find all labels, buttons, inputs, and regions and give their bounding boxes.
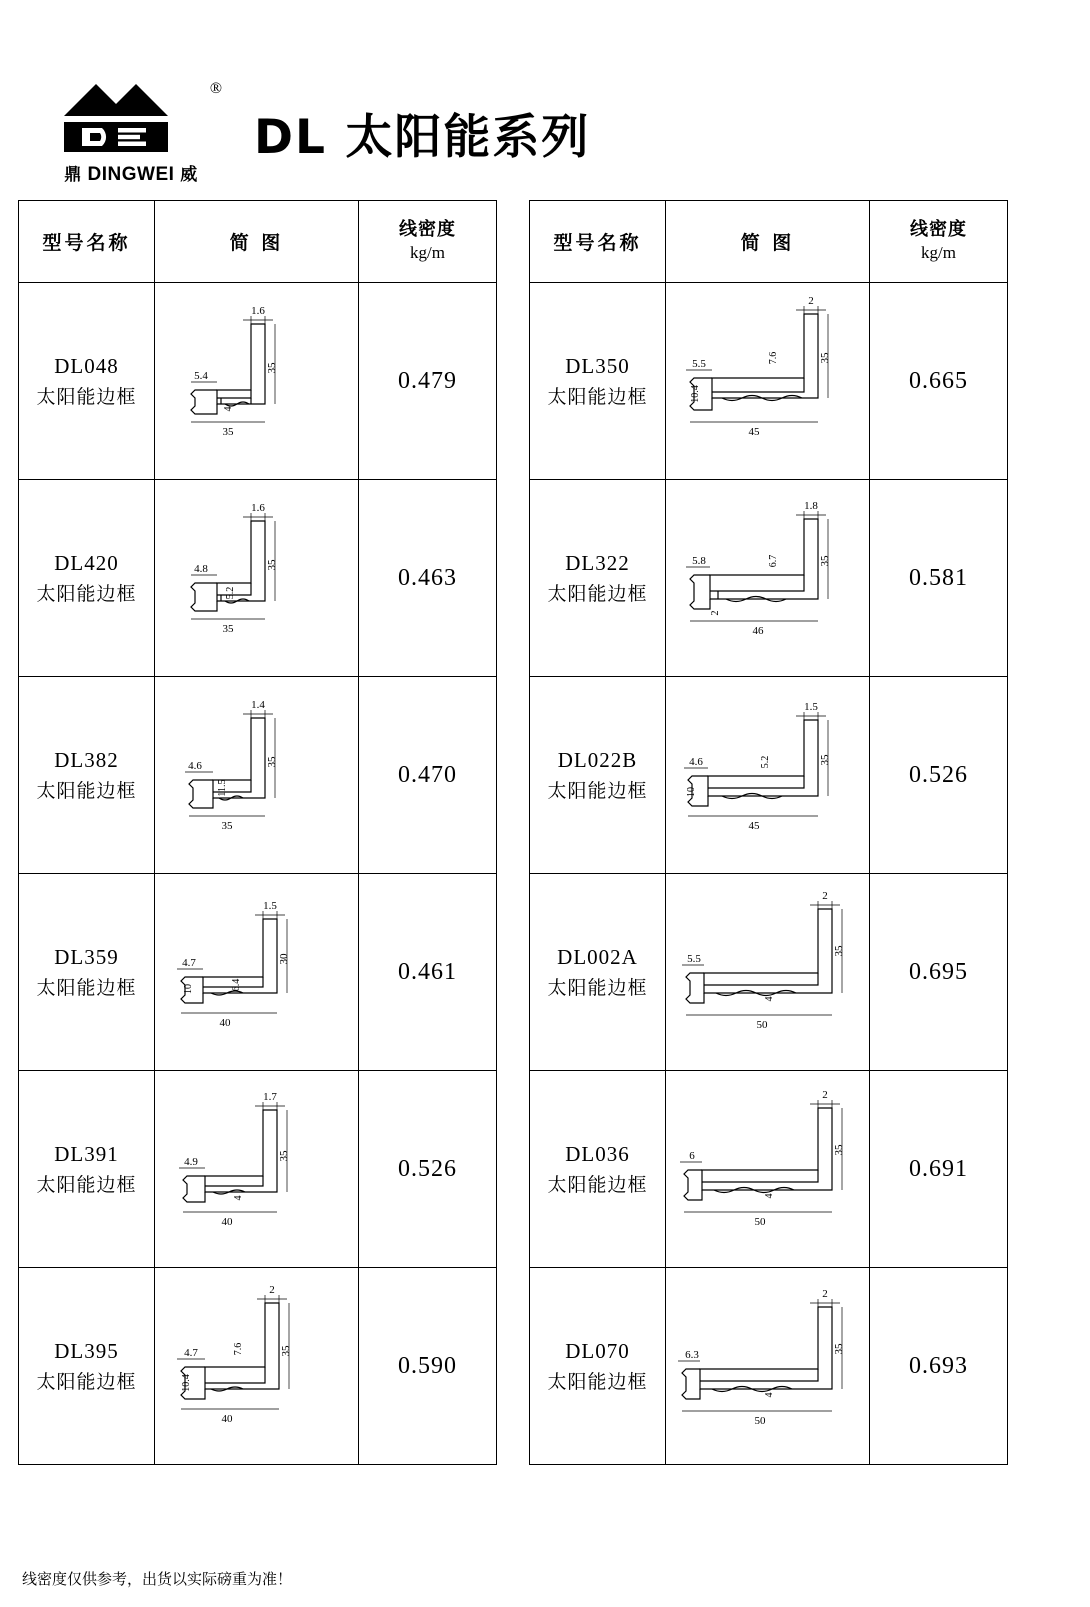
profile-figure-cell [155,1268,359,1465]
profile-drawing [666,1271,870,1461]
profile-drawing [666,286,870,476]
profile-figure-cell [666,874,870,1071]
dim-left: 5.5 [687,953,701,965]
dim-top: 2 [269,1284,275,1296]
table-header-row [530,201,1008,283]
dim-inner: 4 [764,1193,775,1199]
model-code: DL022B [557,748,638,772]
profile-drawing [155,680,359,870]
dim-inner2: 10.4 [690,385,701,403]
profile-figure-cell [666,1268,870,1465]
table-row [530,1268,1008,1465]
dim-inner: 5.2 [225,586,236,600]
dim-left: 4.6 [689,756,703,768]
density-value: 0.695 [870,874,1008,1071]
model-code: DL070 [565,1339,630,1363]
dim-right: 35 [278,1150,290,1162]
dim-inner: 4 [764,996,775,1002]
dim-top: 1.7 [263,1091,277,1103]
profile-figure-cell [155,1071,359,1268]
dim-bottom: 35 [222,426,234,438]
dim-top: 2 [822,1288,828,1300]
model-subtitle: 太阳能边框 [547,1370,648,1393]
dim-inner2: 2 [710,610,721,616]
dim-right: 30 [278,953,290,965]
model-name-cell [19,1268,155,1465]
dim-right: 35 [280,1345,292,1357]
model-subtitle: 太阳能边框 [36,385,137,408]
profile-drawing [666,483,870,673]
dim-right: 35 [266,756,278,768]
density-value: 0.470 [359,677,497,874]
dim-inner: 7.6 [233,1342,244,1356]
dim-inner: 5.2 [760,755,771,769]
model-subtitle: 太阳能边框 [36,976,137,999]
table-header-row [19,201,497,283]
model-code: DL048 [54,354,119,378]
brand-prefix-cn: 鼎 [64,165,82,185]
model-name-cell [530,1071,666,1268]
dim-top: 2 [808,295,814,307]
model-name-cell [530,283,666,480]
dim-right: 35 [819,352,831,364]
density-value: 0.526 [359,1071,497,1268]
dim-inner2: 10 [686,787,697,797]
dim-bottom: 35 [221,820,233,832]
table-row [19,283,497,480]
dim-top: 1.4 [251,699,265,711]
dim-top: 1.8 [804,500,818,512]
dim-right: 35 [833,1144,845,1156]
model-code: DL002A [557,945,638,969]
page-header [14,0,1076,200]
density-value: 0.581 [870,480,1008,677]
density-label-unit: kg/m [921,243,956,263]
column-header-name: 型号名称 [530,201,666,283]
model-name-cell [530,1268,666,1465]
dim-left: 5.5 [692,358,706,370]
dim-top: 1.5 [263,900,277,912]
model-name-cell [530,677,666,874]
spec-table-left [18,200,497,1465]
column-header-figure: 简 图 [155,201,359,283]
model-name-cell [19,283,155,480]
model-name-cell [19,1071,155,1268]
table-row [530,677,1008,874]
model-subtitle: 太阳能边框 [547,779,648,802]
model-code: DL391 [54,1142,119,1166]
dim-top: 2 [822,1089,828,1101]
dim-inner: 7.6 [768,351,779,365]
density-value: 0.463 [359,480,497,677]
column-header-density [359,201,497,283]
profile-drawing [666,877,870,1067]
density-value: 0.479 [359,283,497,480]
dim-inner: 4 [223,406,234,412]
profile-figure-cell [155,480,359,677]
profile-drawing [666,680,870,870]
dim-right: 35 [819,555,831,567]
density-label-cn: 线密度 [910,218,967,240]
dim-bottom: 45 [748,820,760,832]
model-code: DL322 [565,551,630,575]
dim-top: 2 [822,890,828,902]
density-value: 0.665 [870,283,1008,480]
profile-figure-cell [666,1071,870,1268]
table-row [19,874,497,1071]
table-row [530,283,1008,480]
dim-inner: 4 [764,1392,775,1398]
model-subtitle: 太阳能边框 [547,582,648,605]
dim-right: 35 [819,754,831,766]
dim-inner: 4 [233,1195,244,1201]
model-code: DL382 [54,748,119,772]
dim-right: 35 [266,559,278,571]
column-header-density [870,201,1008,283]
page-title: DL 太阳能系列 [254,110,591,165]
dim-inner2: 10 [183,984,194,994]
dim-inner: 6.4 [231,978,242,992]
profile-drawing [155,1074,359,1264]
spec-table-right [529,200,1008,1465]
dim-bottom: 50 [756,1019,768,1031]
model-subtitle: 太阳能边框 [36,779,137,802]
profile-drawing [155,1271,359,1461]
model-name-cell [530,874,666,1071]
model-code: DL036 [565,1142,630,1166]
profile-drawing [155,483,359,673]
table-row [530,480,1008,677]
model-subtitle: 太阳能边框 [547,1173,648,1196]
table-row [19,677,497,874]
dim-bottom: 40 [221,1216,233,1228]
model-name-cell [19,874,155,1071]
logo-mark-icon [56,78,222,156]
dim-top: 1.6 [251,305,265,317]
dim-left: 6 [689,1150,695,1162]
model-name-cell [19,677,155,874]
dim-left: 4.9 [184,1156,198,1168]
density-value: 0.590 [359,1268,497,1465]
dim-left: 4.7 [182,957,196,969]
column-header-figure: 简 图 [666,201,870,283]
dim-bottom: 50 [754,1216,766,1228]
model-code: DL350 [565,354,630,378]
dim-bottom: 46 [752,625,764,637]
model-name-cell [530,480,666,677]
registered-trademark-icon: ® [209,80,222,97]
profile-drawing [155,286,359,476]
model-subtitle: 太阳能边框 [547,976,648,999]
dim-left: 5.4 [194,370,208,382]
profile-figure-cell [666,480,870,677]
table-row [19,480,497,677]
dim-right: 35 [266,362,278,374]
table-row [530,1071,1008,1268]
model-subtitle: 太阳能边框 [547,385,648,408]
dim-right: 35 [833,1343,845,1355]
density-value: 0.691 [870,1071,1008,1268]
profile-figure-cell [666,677,870,874]
brand-suffix-cn: 威 [180,165,198,185]
model-code: DL420 [54,551,119,575]
density-value: 0.461 [359,874,497,1071]
density-label-unit: kg/m [410,243,445,263]
model-subtitle: 太阳能边框 [36,1173,137,1196]
dim-bottom: 35 [222,623,234,635]
profile-figure-cell [155,677,359,874]
dim-inner2: 10.4 [181,1374,192,1392]
density-value: 0.526 [870,677,1008,874]
dim-right: 35 [833,945,845,957]
footnote: 线密度仅供参考，出货以实际磅重为准！ [22,1570,293,1588]
model-name-cell [19,480,155,677]
dim-left: 4.8 [194,563,208,575]
dim-left: 5.8 [692,555,706,567]
dim-inner: 11.5 [217,779,228,797]
brand-wordmark [36,160,226,186]
profile-figure-cell [666,283,870,480]
density-value: 0.693 [870,1268,1008,1465]
model-code: DL395 [54,1339,119,1363]
brand-name-en: DINGWEI [87,164,175,185]
model-code: DL359 [54,945,119,969]
dim-left: 4.7 [184,1347,198,1359]
dim-top: 1.6 [251,502,265,514]
table-row [19,1268,497,1465]
table-row [19,1071,497,1268]
dim-left: 4.6 [188,760,202,772]
spec-tables [14,200,1076,1465]
model-subtitle: 太阳能边框 [36,1370,137,1393]
model-subtitle: 太阳能边框 [36,582,137,605]
dim-bottom: 40 [219,1017,231,1029]
company-logo [36,78,226,186]
dim-bottom: 40 [221,1413,233,1425]
dim-bottom: 50 [754,1415,766,1427]
table-row [530,874,1008,1071]
dim-bottom: 45 [748,426,760,438]
dim-inner: 6.7 [768,554,779,568]
profile-figure-cell [155,283,359,480]
dim-left: 6.3 [685,1349,699,1361]
dim-top: 1.5 [804,701,818,713]
density-label-cn: 线密度 [399,218,456,240]
column-header-name: 型号名称 [19,201,155,283]
profile-drawing [155,877,359,1067]
profile-figure-cell [155,874,359,1071]
profile-drawing [666,1074,870,1264]
